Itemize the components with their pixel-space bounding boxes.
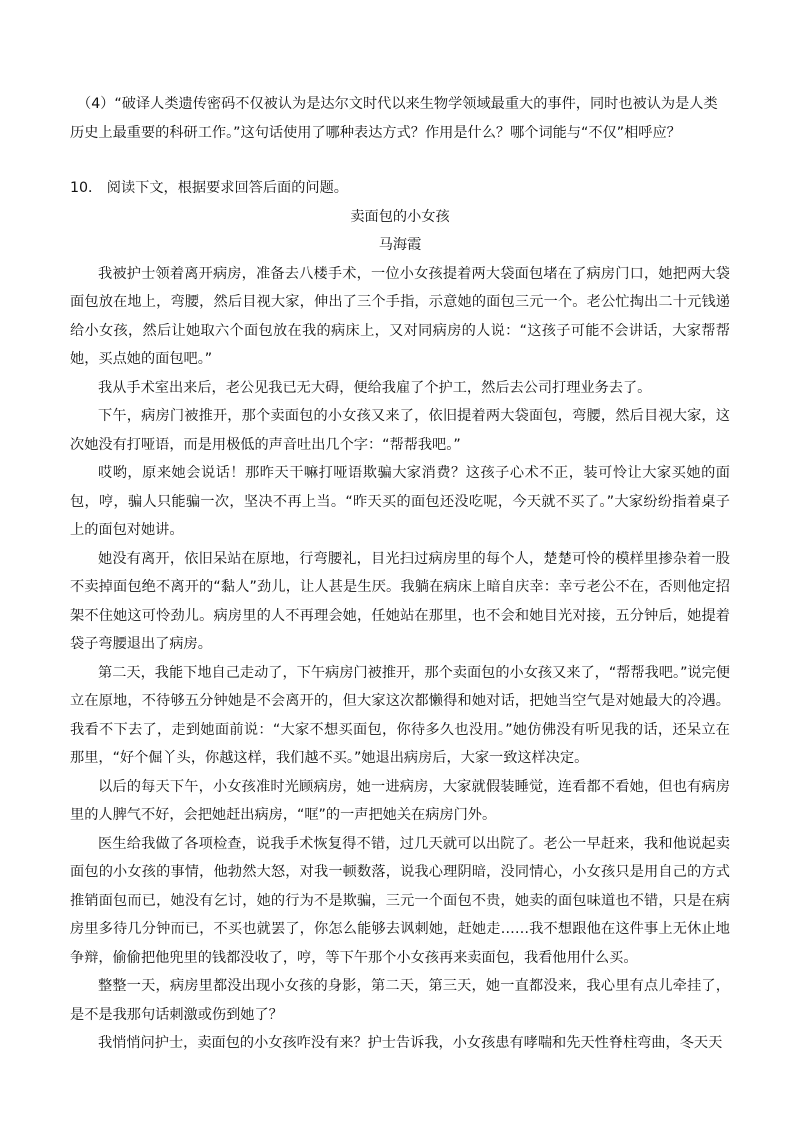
story-paragraph-8: 医生给我做了各项检查，说我手术恢复得不错，过几天就可以出院了。老公一早赶来，我和他说起卖面包的小女孩的事情，他勃然大怒，对我一顿数落，说我心理阴暗，没同情心，小女孩只是用自己的方式推销面包而已，她没有乞讨，她的行为不是欺骗，三元一个面包不贵，她卖的面包味道也不错，只是在病房里多待几分钟而已，不买也就罢了，你怎么能够去讽刺她，赶她走……我不想跟他在这件事上无休止地争辩，偷偷把他兜里的钱都没收了，哼，等下午那个小女孩再来卖面包，我看他用什么买。 <box>70 835 730 966</box>
question-10-prompt: 10． 阅读下文，根据要求回答后面的问题。 <box>70 180 348 196</box>
story-paragraph-5: 她没有离开，依旧呆站在原地，行弯腰礼，目光扫过病房里的每个人，楚楚可怜的模样里掺杂着一股不卖掉面包绝不离开的“黏人”劲儿，让人甚是生厌。我躺在病床上暗自庆幸：幸亏老公不在，否则他定招架不住她这可怜劲儿。病房里的人不再理会她，任她站在那里，也不会和她目光对接，五分钟后，她提着袋子弯腰退出了病房。 <box>70 550 730 652</box>
story-paragraph-4: 哎哟，原来她会说话！那昨天干嘛打哑语欺骗大家消费？这孩子心术不正，装可怜让大家买她的面包，哼，骗人只能骗一次，坚决不再上当。“昨天买的面包还没吃呢，今天就不买了。”大家纷纷指着桌子上的面包对她讲。 <box>70 465 730 538</box>
story-paragraph-3: 下午，病房门被推开，那个卖面包的小女孩又来了，依旧提着两大袋面包，弯腰，然后目视大家，这次她没有打哑语，而是用极低的声音吐出几个字：“帮帮我吧。” <box>70 408 730 453</box>
story-paragraph-10: 我悄悄问护士，卖面包的小女孩咋没有来？护士告诉我，小女孩患有哮喘和先天性脊柱弯曲，冬天天 <box>98 1035 723 1051</box>
story-paragraph-9: 整整一天，病房里都没出现小女孩的身影，第二天，第三天，她一直都没来，我心里有点儿牵挂了，是不是我那句话刺激或伤到她了？ <box>70 978 730 1023</box>
story-paragraph-7: 以后的每天下午，小女孩准时光顾病房，她一进病房，大家就假装睡觉，连看都不看她，但也有病房里的人脾气不好，会把她赶出病房，“哐”的一声把她关在病房门外。 <box>70 778 730 823</box>
story-author: 马海霞 <box>378 237 422 253</box>
question-4-text: （4）“破译人类遗传密码不仅被认为是达尔文时代以来生物学领域最重大的事件，同时也被认为是人类历史上最重要的科研工作。”这句话使用了哪种表达方式？作用是什么？哪个词能与“不仅”相呼应？ <box>70 96 718 141</box>
story-paragraph-2: 我从手术室出来后，老公见我已无大碍，便给我雇了个护工，然后去公司打理业务去了。 <box>98 379 652 396</box>
document-page <box>70 90 730 1058</box>
story-title: 卖面包的小女孩 <box>350 208 450 225</box>
story-paragraph-1: 我被护士领着离开病房，准备去八楼手术，一位小女孩提着两大袋面包堵在了病房门口，她把两大袋面包放在地上，弯腰，然后目视大家，伸出了三个手指，示意她的面包三元一个。老公忙掏出二十元钱递给小女孩，然后让她取六个面包放在我的病床上，又对同病房的人说：“这孩子可能不会讲话，大家帮帮她，买点她的面包吧。” <box>70 265 730 367</box>
story-paragraph-6: 第二天，我能下地自己走动了，下午病房门被推开，那个卖面包的小女孩又来了，“帮帮我吧。”说完便立在原地，不待够五分钟她是不会离开的，但大家这次都懒得和她对话，把她当空气是对她最大的冷遇。我看不下去了，走到她面前说：“大家不想买面包，你待多久也没用。”她仿佛没有听见我的话，还呆立在那里，“好个倔丫头，你越这样，我们越不买。”她退出病房后，大家一致这样决定。 <box>70 664 730 766</box>
